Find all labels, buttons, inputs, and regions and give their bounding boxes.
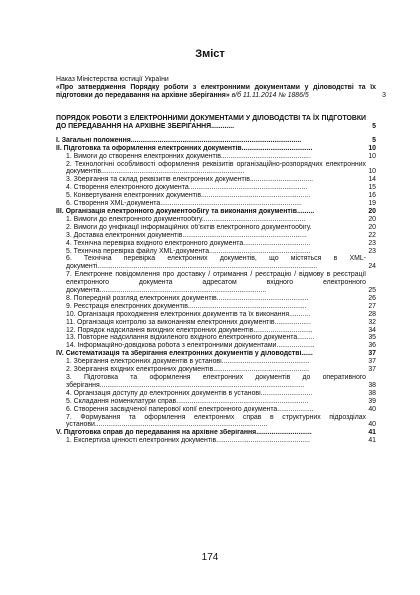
- toc-entry-title: І. Загальні положення.........................................................................................: [56, 136, 302, 144]
- toc-entry-title: ІV. Систематизація та зберігання електронних документів у діловодстві......: [56, 350, 313, 358]
- toc-entry-page: 20: [368, 223, 376, 231]
- toc-entry: [56, 398, 376, 406]
- toc-entry-title: 7. Формування та оформлення електронних справ в структурних підрозділах установи..........................................................................................: [66, 413, 366, 429]
- toc-entry-title: V. Підготовка справ до передавання на архівне зберігання.............................: [56, 429, 312, 437]
- toc-entry-title: 12. Порядок надсилання вихідних електронних документів...............................: [66, 326, 313, 334]
- toc-entry-title: 5. Технічна перевірка файлу XML-документа.....................................................: [66, 247, 311, 255]
- toc-entry-title: 9. Реєстрація електронних документів..............................................................: [66, 302, 307, 310]
- toc-entry-page: 10: [368, 144, 376, 152]
- toc-entry-title: ІІІ. Організація електронного документообігу та виконання документів.........: [56, 207, 315, 215]
- toc-entry-title: 13. Повторне надсилання відхиленого вхідного електронного документа.........: [66, 334, 315, 342]
- toc-entry: [56, 334, 376, 342]
- toc-entry-page: 16: [368, 192, 376, 200]
- toc-entry-page: 38: [368, 389, 376, 397]
- toc-entry-title: 1. Експертиза цінності електронних документів.................................................: [66, 437, 310, 445]
- toc-entry-page: 34: [368, 326, 376, 334]
- toc-entry-page: 41: [368, 437, 376, 445]
- toc-entry-page: 37: [368, 350, 376, 358]
- toc-entry-page: 10: [368, 168, 376, 176]
- toc-entry-page: 5: [372, 122, 376, 130]
- toc-entry: [56, 390, 376, 398]
- toc-entry-page: 40: [368, 405, 376, 413]
- toc-entry: [56, 366, 376, 374]
- toc-entry-title: 4. Створення електронного документа..............................................................: [66, 184, 308, 192]
- toc-entry: [56, 115, 376, 131]
- toc-entry: [56, 295, 376, 303]
- toc-entry-page: 28: [368, 310, 376, 318]
- toc-entry: [56, 153, 376, 161]
- toc-entry-title: 2. Зберігання вхідних електронних документів..................................................: [66, 366, 309, 374]
- toc-entry-title: 3. Доставка електронних документів.................................................................: [66, 231, 307, 239]
- intro-line: Наказ Міністерства юстиції України: [56, 76, 169, 83]
- toc-entry-page: 32: [368, 318, 376, 326]
- toc-entry-title: 6. Створення XML-документа..........................................................................: [66, 200, 302, 208]
- toc-entry-page: 26: [368, 294, 376, 302]
- toc-entry: [56, 319, 376, 327]
- table-of-contents: [56, 113, 376, 445]
- toc-entry-page: 15: [368, 184, 376, 192]
- toc-entry-page: 23: [368, 239, 376, 247]
- toc-entry-page: 10: [368, 152, 376, 160]
- toc-entry: [56, 271, 376, 295]
- toc-entry: [56, 342, 376, 350]
- toc-entry-page: 14: [368, 176, 376, 184]
- toc-entry: [56, 208, 376, 216]
- toc-entry-title: 10. Організація проходження електронних документів та їх виконання...........: [66, 310, 311, 318]
- toc-entry: [56, 240, 376, 248]
- toc-entry-title: 14. Інформаційно-довідкова робота з електронними документами....................: [66, 342, 315, 350]
- intro-order-date: в/б 11.11.2014 № 1886/5: [229, 92, 309, 99]
- toc-entry-title: 3. Зберігання та склад реквізитів електронних документів.................................: [66, 176, 314, 184]
- toc-entry-title: 4. Технічна перевірка вхідного електронного документа...................................: [66, 239, 311, 247]
- toc-entry: [56, 374, 376, 390]
- toc-entry-page: 38: [368, 381, 376, 389]
- toc-entry: [56, 406, 376, 414]
- toc-entry-page: 22: [368, 231, 376, 239]
- toc-entry-page: 23: [368, 247, 376, 255]
- toc-entry-title: 1. Вимоги до електронного документообігу......................................................: [66, 215, 306, 223]
- toc-entry: [56, 137, 376, 145]
- toc-entry: [56, 224, 376, 232]
- toc-entry-title: 8. Попередній розгляд електронних документів................................................: [66, 294, 309, 302]
- intro-entry: [56, 76, 386, 100]
- toc-entry: [56, 145, 376, 153]
- toc-entry-title: 7. Електронне повідомлення про доставку / отримання / реєстрацію / відмову в реєстрації електронного документа адресатом вхідного електронного документа.......................................................................................: [66, 271, 366, 295]
- toc-entry: [56, 437, 376, 445]
- toc-entry: [56, 232, 376, 240]
- toc-entry-page: 41: [368, 429, 376, 437]
- toc-entry-title: 6. Створення засвідченої паперової копії електронного документа...................: [66, 405, 314, 413]
- toc-entry-page: 20: [368, 207, 376, 215]
- toc-entry-title: 6. Технічна перевірка електронних документів, що містяться в XML-документі...................................................................................................................: [66, 255, 366, 271]
- toc-entry-page: 40: [368, 421, 376, 429]
- toc-entry: [56, 429, 376, 437]
- toc-entry-title: 2. Вимоги до уніфікації інформаційних об'єктів електронного документообігу.: [66, 223, 312, 231]
- toc-entry: [56, 311, 376, 319]
- toc-entry: [56, 350, 376, 358]
- toc-entry-title: 3. Підготовка та оформлення електронних документів до оперативного зберігання...........................................................................................................: [66, 374, 366, 389]
- intro-order-title: «Про затвердження Порядку роботи з електронними документами у діловодстві та їх підготовки до передавання на архівне зберігання»: [56, 84, 376, 99]
- toc-entry: [56, 161, 376, 177]
- toc-entry: [56, 255, 376, 271]
- toc-entry-page: 27: [368, 302, 376, 310]
- toc-entry-title: 5. Складання номенклатури справ.....................................................................: [66, 397, 309, 405]
- toc-entry-page: 19: [368, 200, 376, 208]
- toc-entry-title: ПОРЯДОК РОБОТИ З ЕЛЕКТРОННИМИ ДОКУМЕНТАМИ У ДІЛОВОДСТВІ ТА ЇХ ПІДГОТОВКИ ДО ПЕРЕДАВАННЯ НА АРХІВНЕ ЗБЕРІГАННЯ............: [56, 115, 366, 130]
- toc-entry-title: 1. Зберігання електронних документів в установі..............................................: [66, 358, 310, 366]
- toc-entry: [56, 184, 376, 192]
- toc-entry: [56, 192, 376, 200]
- toc-entry-title: 5. Конвертування електронних документів.........................................................: [66, 192, 311, 200]
- page-number: 174: [201, 552, 219, 563]
- toc-entry-page: 5: [372, 136, 376, 144]
- toc-entry: [56, 200, 376, 208]
- toc-entry-page: 39: [368, 397, 376, 405]
- toc-entry: [56, 327, 376, 335]
- toc-entry-title: 4. Організація доступу до електронних документів в установі...........................: [66, 389, 313, 397]
- toc-entry-page: 25: [368, 287, 376, 295]
- toc-entry-title: 1. Вимоги до створення електронних документів...............................................: [66, 152, 311, 160]
- toc-entry-page: 20: [368, 215, 376, 223]
- toc-entry: [56, 176, 376, 184]
- toc-entry: [56, 414, 376, 430]
- page-title: Зміст: [195, 48, 225, 60]
- toc-entry-title: 11. Організація контролю за виконанням електронних документів...................: [66, 318, 311, 326]
- toc-entry: [56, 303, 376, 311]
- toc-entry-title: ІІ. Підготовка та оформлення електронних документів.....................................: [56, 144, 313, 152]
- toc-entry: [56, 216, 376, 224]
- toc-entry: [56, 358, 376, 366]
- toc-entry-page: 37: [368, 358, 376, 366]
- toc-entry-title: 2. Технологічні особливості оформлення реквізитів організаційно-розпорядчих електронних документів...........................................................................: [66, 160, 366, 176]
- toc-entry-page: 35: [368, 334, 376, 342]
- toc-entry-page: 37: [368, 366, 376, 374]
- toc-entry-page: 36: [368, 342, 376, 350]
- intro-page-number: 3: [382, 92, 386, 99]
- toc-entry-page: 24: [368, 263, 376, 271]
